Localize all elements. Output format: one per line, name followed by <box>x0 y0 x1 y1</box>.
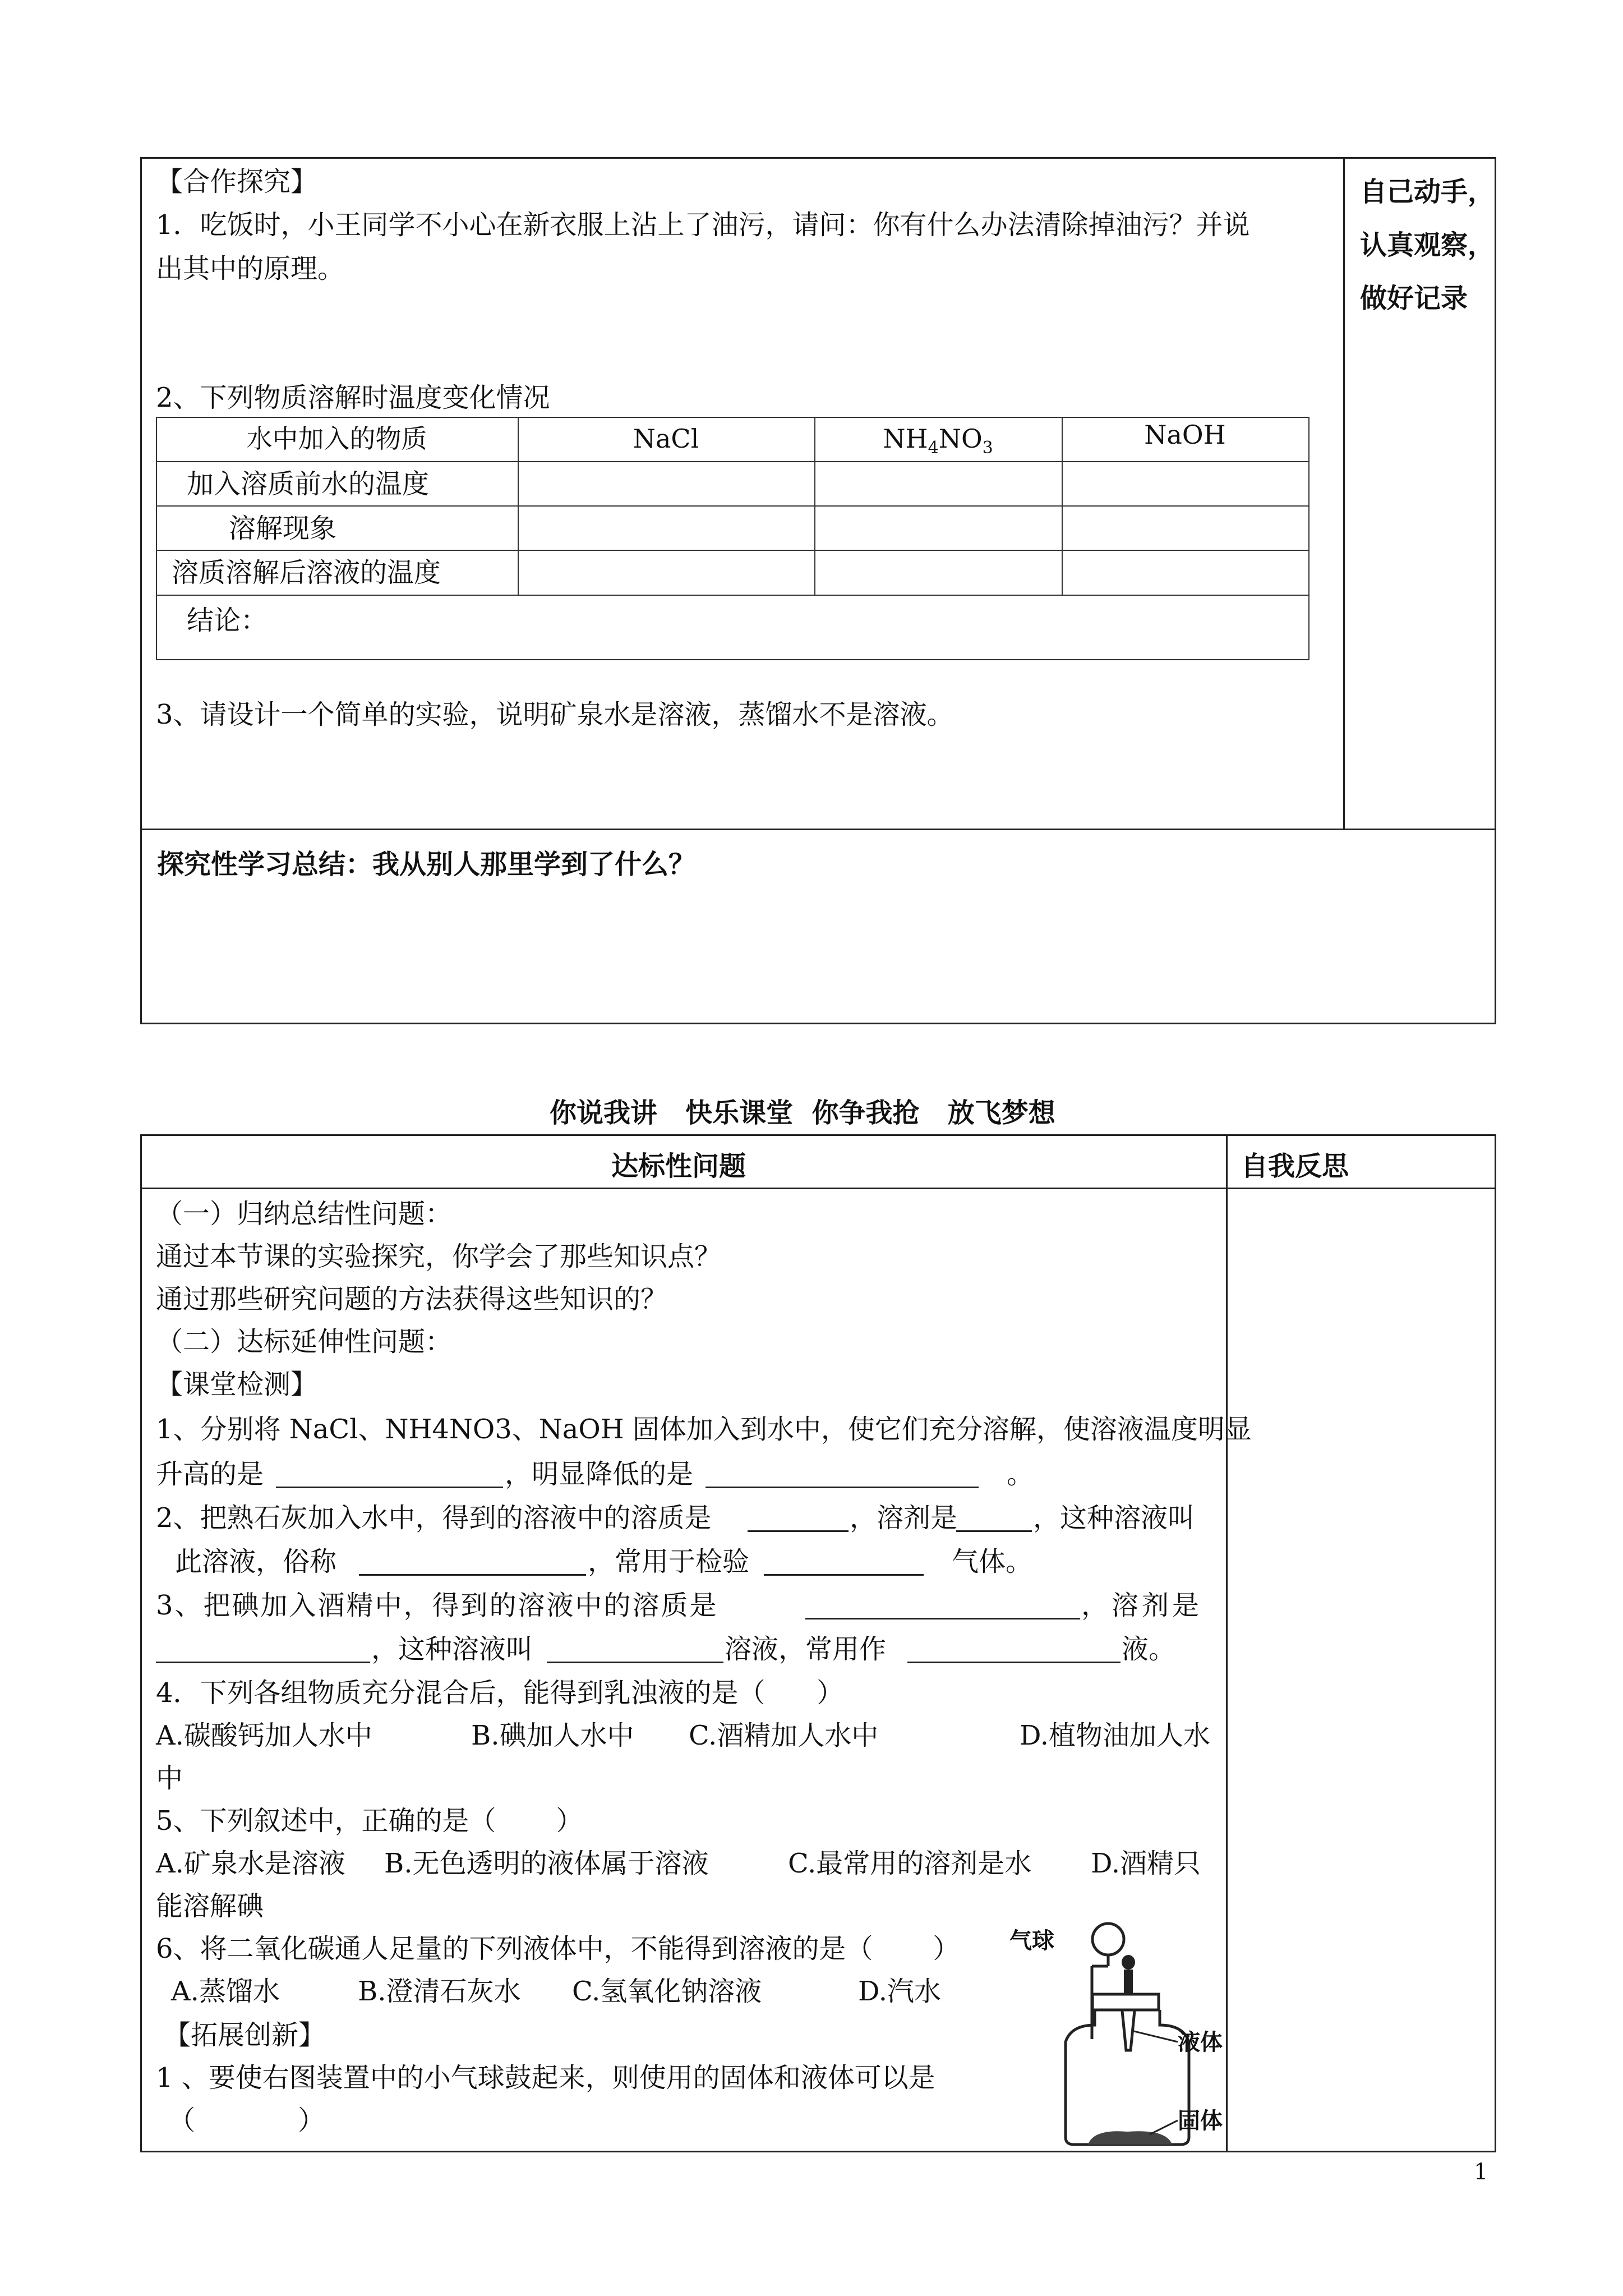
summary-q1: 通过本节课的实验探究，你学会了那些知识点？ <box>156 1241 722 1272</box>
answer-blank[interactable] <box>706 1487 979 1488</box>
table-header-naoh: NaOH <box>1144 420 1226 450</box>
test-q3-text1: 3、把碘加入酒精中，得到的溶液中的溶质是 <box>156 1590 718 1621</box>
test-q2-text2: ，溶剂是 <box>850 1502 958 1534</box>
test-q2-text5: ，常用于检验 <box>588 1546 750 1577</box>
test-q2-text6: 气体。 <box>952 1546 1033 1577</box>
test-q6-option-b: B.澄清石灰水 <box>358 1976 521 2007</box>
top-table-divider <box>140 829 1496 830</box>
test-q1-text3: 。 <box>1007 1458 1034 1490</box>
answer-blank[interactable] <box>907 1662 1121 1663</box>
test-q6-option-c: C.氢氧化钠溶液 <box>572 1976 762 2007</box>
top-table-border-right <box>1495 157 1496 1024</box>
answer-blank[interactable] <box>547 1662 723 1663</box>
answer-blank[interactable] <box>748 1530 849 1532</box>
test-q6-option-d: D.汽水 <box>858 1976 942 2007</box>
side-note-line1: 自己动手， <box>1360 176 1495 208</box>
test-q5-option-b: B.无色透明的液体属于溶液 <box>384 1848 709 1879</box>
answer-blank[interactable] <box>276 1487 503 1488</box>
test-q5-option-a: A.矿泉水是溶液 <box>156 1848 345 1879</box>
section-heading: 【合作探究】 <box>156 166 318 197</box>
extension-innovation-heading: 【拓展创新】 <box>164 2019 326 2051</box>
table-header-nacl: NaCl <box>633 424 699 454</box>
question-2: 2、下列物质溶解时温度变化情况 <box>156 382 550 413</box>
answer-blank[interactable] <box>805 1618 1080 1619</box>
label-liquid: 液体 <box>1178 2030 1223 2055</box>
answer-blank[interactable] <box>956 1530 1032 1532</box>
summary-q2: 通过那些研究问题的方法获得这些知识的？ <box>156 1283 668 1315</box>
test-q4-option-c: C.酒精加人水中 <box>689 1720 879 1751</box>
label-solid: 固体 <box>1178 2108 1223 2134</box>
test-q2-text1: 2、把熟石灰加入水中，得到的溶液中的溶质是 <box>156 1502 712 1534</box>
table-row-water-temp: 加入溶质前水的温度 <box>187 468 430 500</box>
question-1-line1: 1．吃饭时，小王同学不小心在新衣服上沾上了油污，请问：你有什么办法清除掉油污？并说 <box>156 209 1250 241</box>
test-q4-option-b: B.碘加人水中 <box>471 1720 634 1751</box>
test-q5-option-d: D.酒精只 <box>1091 1848 1201 1879</box>
test-q3-text4: 溶液，常用作 <box>725 1634 887 1665</box>
test-q6: 6、将二氧化碳通人足量的下列液体中，不能得到溶液的是（ ） <box>156 1933 960 1964</box>
test-q4-option-a: A.碳酸钙加人水中 <box>156 1720 372 1751</box>
table-header-substance: 水中加入的物质 <box>246 424 427 454</box>
test-q2-text3: ，这种溶液叫 <box>1033 1502 1195 1534</box>
test-q4-option-d-cont: 中 <box>156 1763 183 1794</box>
test-q5-option-d-cont: 能溶解碘 <box>156 1890 264 1922</box>
test-q3-text5: 液。 <box>1122 1634 1176 1665</box>
test-q3-text2: ，溶剂是 <box>1081 1590 1203 1621</box>
test-q4: 4．下列各组物质充分混合后，能得到乳浊液的是（ ） <box>156 1677 844 1709</box>
column-header-reflection: 自我反思 <box>1241 1151 1349 1182</box>
side-note-line2: 认真观察， <box>1360 229 1495 261</box>
answer-blank[interactable] <box>156 1662 370 1663</box>
test-q1-text1: 升高的是 <box>156 1458 264 1490</box>
table-header-nh4no3: $NH_4NO_3$ <box>883 424 993 458</box>
column-header-questions: 达标性问题 <box>611 1151 746 1182</box>
page-number: 1 <box>1474 2159 1488 2185</box>
test-q2-text4: 此溶液，俗称 <box>175 1546 337 1577</box>
top-table-border-top <box>140 157 1496 159</box>
test-q4-option-d: D.植物油加人水 <box>1020 1720 1211 1751</box>
top-table-border-bottom <box>140 1023 1496 1024</box>
table-conclusion: 结论： <box>187 605 268 636</box>
summary-prompt: 探究性学习总结：我从别人那里学到了什么？ <box>157 849 696 880</box>
summary-heading: （一）归纳总结性问题： <box>156 1198 453 1230</box>
extension-heading: （二）达标延伸性问题： <box>156 1326 453 1358</box>
label-balloon: 气球 <box>1009 1928 1054 1954</box>
table-row-phenomenon: 溶解现象 <box>229 513 337 544</box>
test-q5-option-c: C.最常用的溶剂是水 <box>788 1848 1032 1879</box>
test-q1-text2: ，明显降低的是 <box>505 1458 694 1490</box>
question-3: 3、请设计一个简单的实验，说明矿泉水是溶液，蒸馏水不是溶液。 <box>156 699 954 730</box>
classroom-test-heading: 【课堂检测】 <box>156 1369 318 1400</box>
top-table-border-left <box>140 157 142 1024</box>
answer-blank[interactable] <box>764 1574 924 1576</box>
test-q6-option-a: A.蒸馏水 <box>171 1976 280 2007</box>
table-row-solution-temp: 溶质溶解后溶液的温度 <box>172 557 441 588</box>
balloon-apparatus-figure <box>1009 1904 1228 2151</box>
test-q3-text3: ，这种溶液叫 <box>371 1634 533 1665</box>
test-q5: 5、下列叙述中，正确的是（ ） <box>156 1805 583 1837</box>
top-table-side-divider <box>1343 157 1345 830</box>
question-1-line2: 出其中的原理。 <box>156 253 345 284</box>
slogan: 你说我讲 快乐课堂 你争我抢 放飞梦想 <box>550 1097 1055 1129</box>
extension-q1-answer: （ ） <box>168 2105 325 2136</box>
test-q1-line1: 1、分别将 NaCl、NH4NO3、NaOH 固体加入到水中，使它们充分溶解，使溶液温度明显 <box>156 1414 1252 1445</box>
side-note-line3: 做好记录 <box>1360 283 1468 314</box>
answer-blank[interactable] <box>359 1574 586 1576</box>
extension-q1: 1 、要使右图装置中的小气球鼓起来，则使用的固体和液体可以是 <box>156 2062 935 2093</box>
